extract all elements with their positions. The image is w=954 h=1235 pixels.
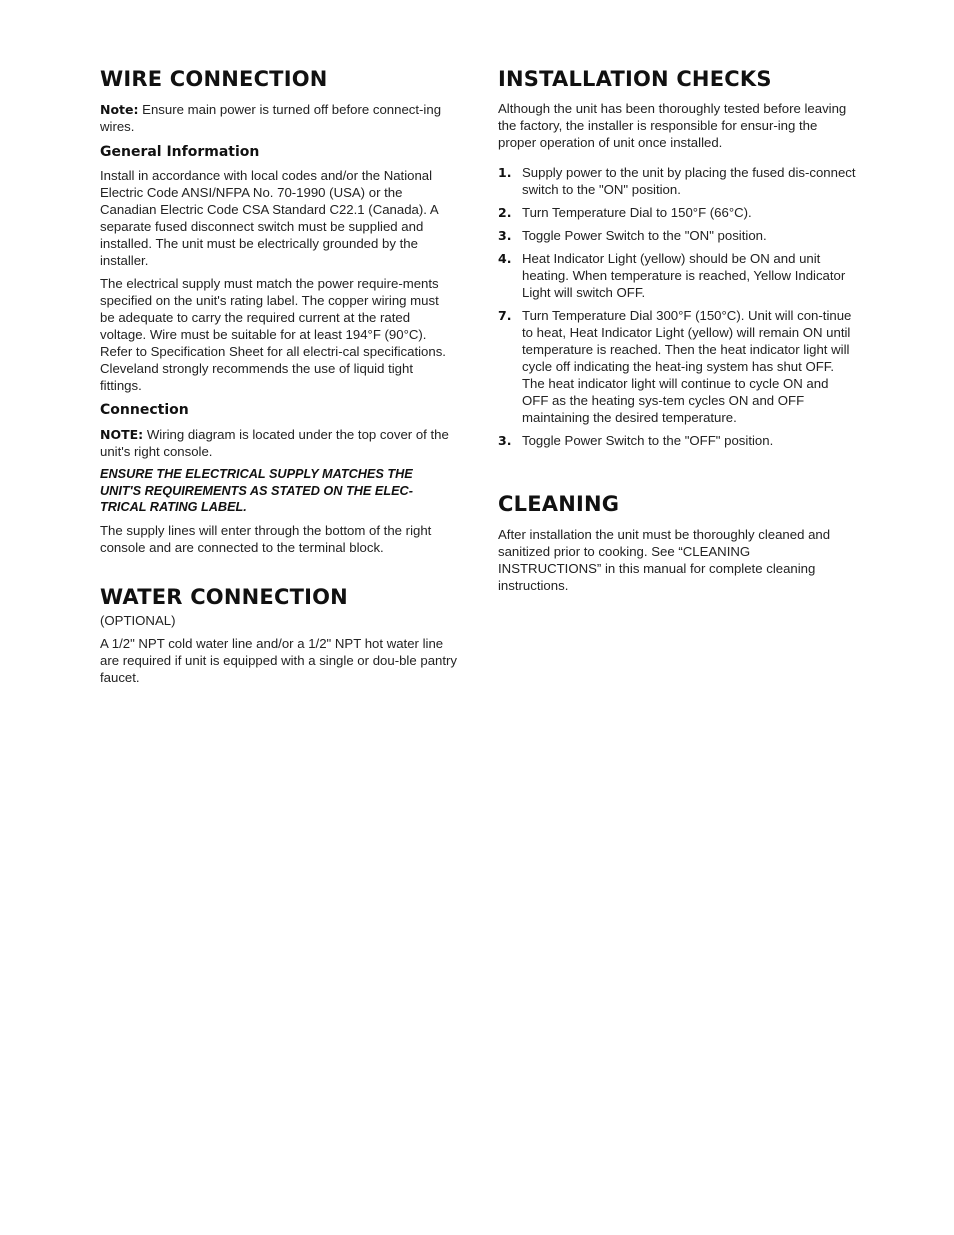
connection-note [100, 426, 457, 460]
connection-heading: Connection [100, 402, 189, 418]
step-number: 7. [498, 308, 512, 323]
water-connection-title: WATER CONNECTION [100, 585, 348, 609]
step-text: Toggle Power Switch to the "OFF" position. [522, 433, 774, 448]
step-text: Supply power to the unit by placing the fused dis-connect switch to the "ON" position. [522, 165, 856, 197]
step-text: Turn Temperature Dial to 150°F (66°C). [522, 205, 752, 220]
installation-step [498, 307, 856, 426]
cleaning-title: CLEANING [498, 492, 620, 516]
electrical-supply-warning: ENSURE THE ELECTRICAL SUPPLY MATCHES THE UNIT'S REQUIREMENTS AS STATED ON THE ELEC-TRICAL RATING LABEL. [100, 467, 413, 514]
general-information-paragraph-1: Install in accordance with local codes and/or the National Electric Code ANSI/NFPA No. 70-1990 (USA) or the Canadian Electric Code CSA Standard C22.1 (Canada). A separate fused disconnect switch must be supplied and installed. The unit must be electrically grounded by the installer. [100, 168, 438, 268]
cleaning-text: After installation the unit must be thoroughly cleaned and sanitized prior to cooking. See “CLEANING INSTRUCTIONS” in this manual for complete cleaning instructions. [498, 527, 831, 593]
wire-connection-note [100, 101, 457, 135]
installation-step [498, 250, 856, 301]
general-information-heading: General Information [100, 144, 260, 160]
water-connection-text: A 1/2" NPT cold water line and/or a 1/2" NPT hot water line are required if unit is equipped with a single or dou-ble pantry faucet. [100, 636, 458, 685]
wire-connection-title: WIRE CONNECTION [100, 67, 328, 91]
step-text: Turn Temperature Dial 300°F (150°C). Unit will con-tinue to heat, Heat Indicator Light (yellow) will remain ON until temperature is reached. Then the heat indicator light will cycle off indicating the heat-ing system has shut OFF. The heat indicator light will continue to cycle ON and OFF as the heating sys-tem cycles ON and OFF maintaining the desired temperature. [522, 308, 852, 425]
installation-checks-title: INSTALLATION CHECKS [498, 67, 772, 91]
step-number: 4. [498, 251, 512, 266]
installation-checks-intro: Although the unit has been thoroughly tested before leaving the factory, the installer is responsible for ensur-ing the proper operation of unit once installed. [498, 101, 847, 150]
step-number: 3. [498, 228, 512, 243]
installation-steps-list [498, 164, 856, 455]
note-label: Note: [100, 102, 139, 117]
installation-step [498, 204, 856, 221]
note-text: Ensure main power is turned off before connect-ing wires. [100, 102, 442, 134]
step-number: 2. [498, 205, 512, 220]
step-number: 3. [498, 433, 512, 448]
connection-note-label: NOTE: [100, 427, 144, 442]
water-connection-optional: (OPTIONAL) [100, 613, 176, 628]
step-text: Heat Indicator Light (yellow) should be ON and unit heating. When temperature is reached, Yellow Indicator Light will switch OFF. [522, 251, 846, 300]
connection-note-text: Wiring diagram is located under the top cover of the unit's right console. [100, 427, 449, 459]
installation-step [498, 432, 856, 449]
step-text: Toggle Power Switch to the "ON" position. [522, 228, 767, 243]
installation-step [498, 227, 856, 244]
general-information-paragraph-2: The electrical supply must match the power require-ments specified on the unit's rating label. The copper wiring must be adequate to carry the required current at the rated voltage. Wire must be suitable for at least 194°F (90°C). Refer to Specification Sheet for all electri-cal specifications. Cleveland strongly recommends the use of liquid tight fittings. [100, 276, 446, 393]
installation-step [498, 164, 856, 198]
step-number: 1. [498, 165, 512, 180]
supply-lines-text: The supply lines will enter through the bottom of the right console and are connected to the terminal block. [100, 523, 432, 555]
